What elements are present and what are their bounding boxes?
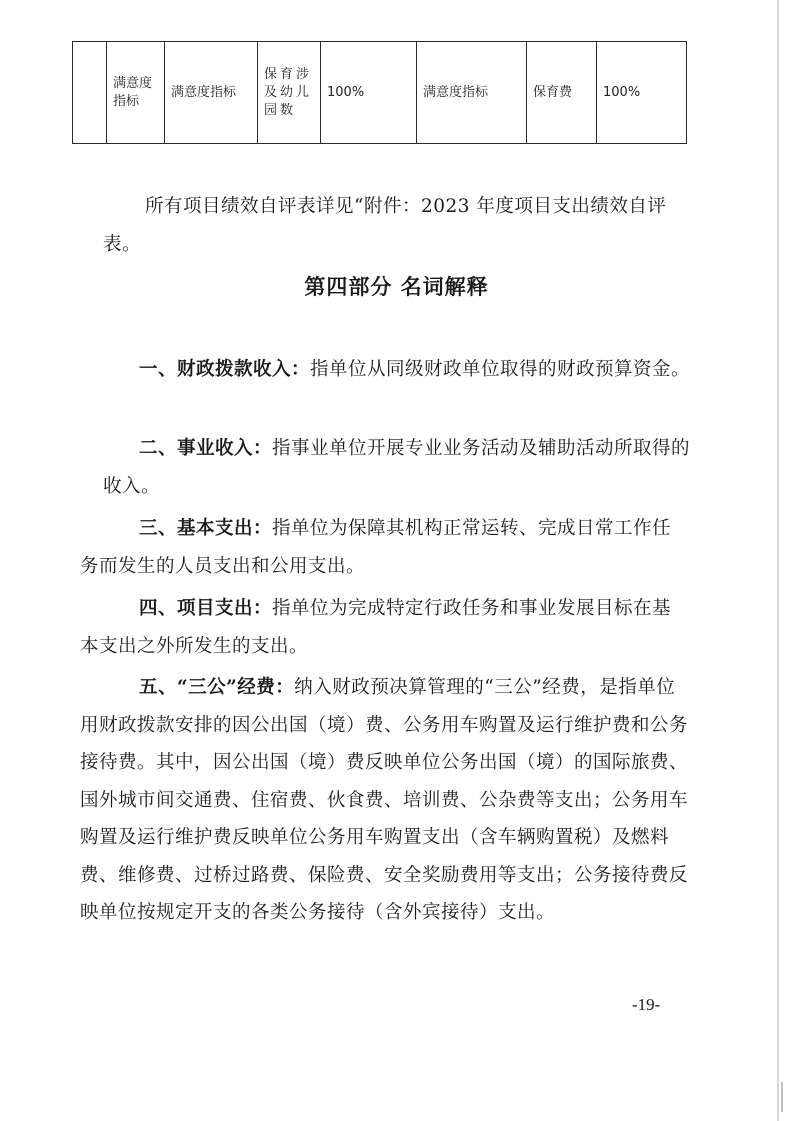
table-cell-empty — [73, 42, 107, 144]
table-cell-actual-value: 100% — [597, 42, 687, 144]
intro-text: 所有项目绩效自评表详见“附件：2023 年度项目支出绩效自评表。 — [103, 196, 667, 255]
term-definition: 指单位为完成特定行政任务和事业发展目标在基本支出之外所发生的支出。 — [80, 598, 672, 657]
term-definition: 纳入财政预决算管理的“三公”经费，是指单位用财政拨款安排的因公出国（境）费、公务用车购置及运行维护费和公务接待费。其中，因公出国（境）费反映单位公务出国（境）的国际旅费、国外城市间交通费、住宿费、伙食费、培训费、公杂费等支出；公务用车购置及运行维护费反映单位公务用车购置支出（含车辆购置税）及燃料费、维修费、过桥过路费、保险费、安全奖励费用等支出；公务接待费反映单位按规定开支的各类公务接待（含外宾接待）支出。 — [80, 677, 689, 923]
table-cell-target-value: 100% — [321, 42, 417, 144]
scan-edge-line — [777, 0, 779, 1121]
term-label: 五、“三公”经费： — [139, 677, 295, 698]
intro-paragraph — [103, 188, 693, 263]
term-paragraph-5 — [80, 669, 690, 932]
table-cell-indicator-type: 满意度指标 — [165, 42, 258, 144]
performance-table — [72, 41, 687, 144]
table-row — [73, 42, 687, 144]
page-number: -19- — [632, 995, 661, 1014]
scan-edge-mark — [781, 1082, 783, 1112]
table-cell-indicator-type-2: 满意度指标 — [417, 42, 527, 144]
term-label: 四、项目支出： — [139, 598, 273, 619]
term-definition: 指事业单位开展专业业务活动及辅助活动所取得的收入。 — [103, 438, 691, 497]
term-definition: 指单位为保障其机构正常运转、完成日常工作任务而发生的人员支出和公用支出。 — [80, 518, 672, 577]
section-title: 第四部分 名词解释 — [304, 275, 489, 299]
table-cell-indicator-name: 保育涉及幼儿园数 — [258, 42, 321, 144]
term-paragraph-3 — [80, 510, 690, 585]
term-paragraph-1 — [103, 351, 693, 389]
term-label: 一、财政拨款收入： — [139, 359, 311, 380]
term-definition: 指单位从同级财政单位取得的财政预算资金。 — [310, 359, 691, 380]
term-paragraph-2 — [103, 430, 693, 505]
term-label: 二、事业收入： — [139, 438, 273, 459]
table-cell-indicator-level: 满意度指标 — [107, 42, 165, 144]
term-paragraph-4 — [80, 590, 690, 665]
term-label: 三、基本支出： — [139, 518, 273, 539]
table-cell-indicator-name-2: 保育费 — [527, 42, 597, 144]
